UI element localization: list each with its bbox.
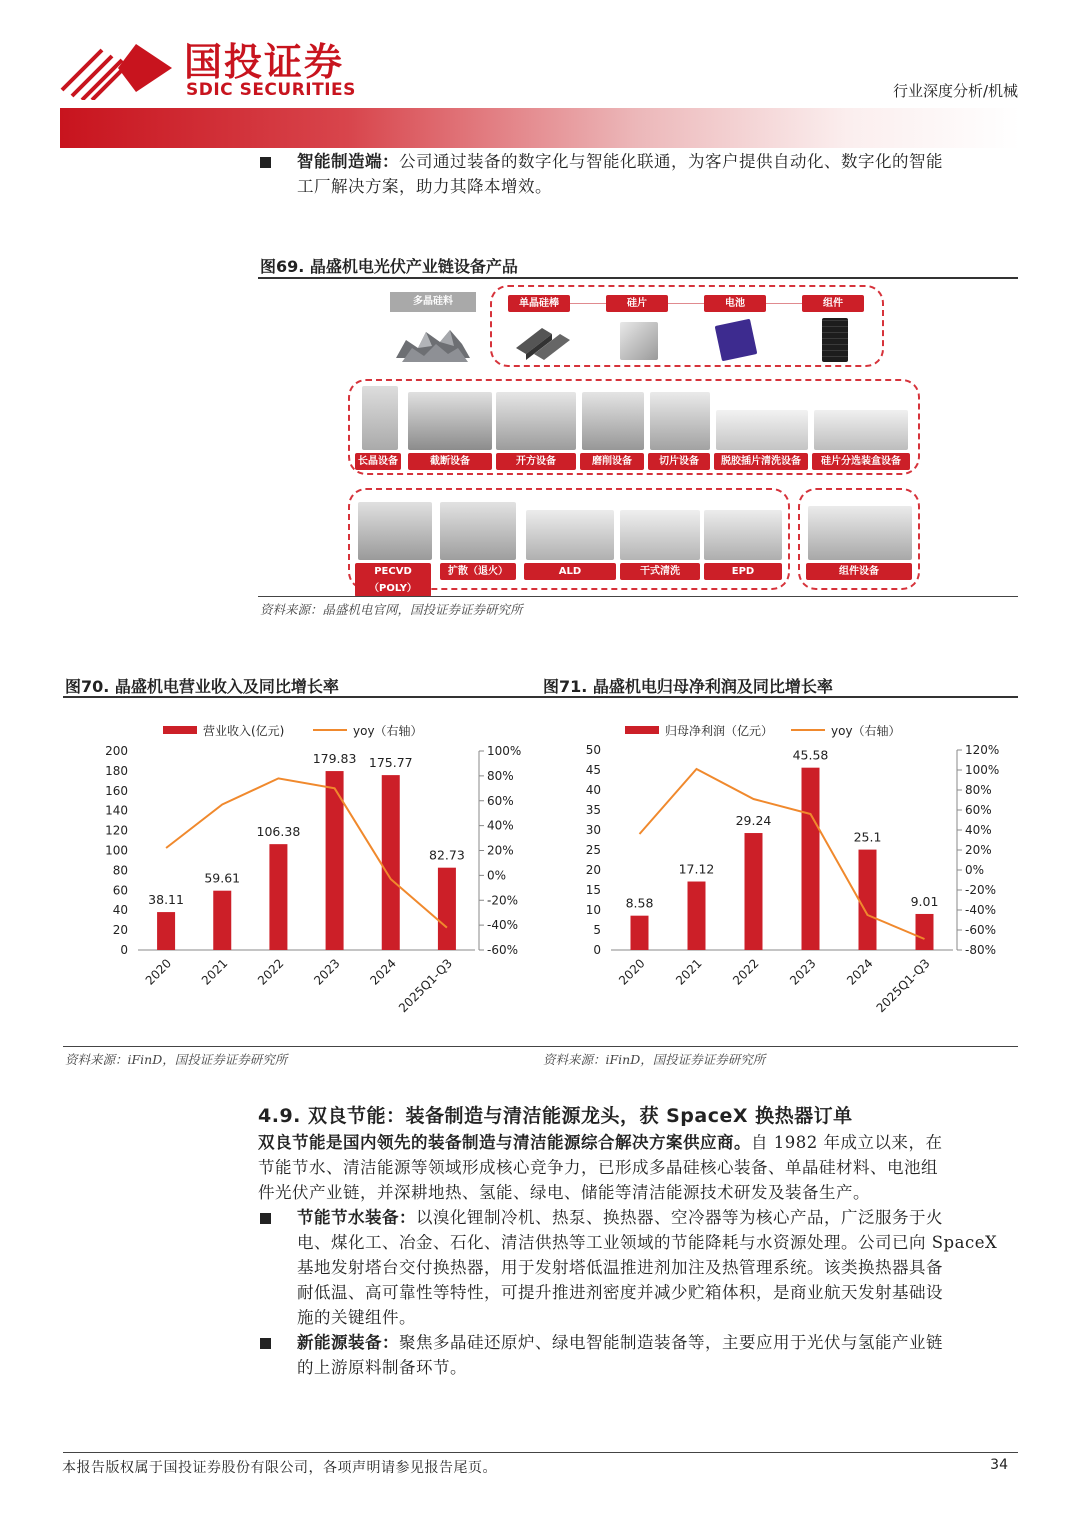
silicon-rod-image bbox=[512, 318, 572, 362]
bar bbox=[745, 833, 763, 950]
chain-step-wafer: 硅片 bbox=[606, 295, 668, 312]
page-number: 34 bbox=[990, 1457, 1008, 1473]
fig71-source: 资料来源：iFinD，国投证券证券研究所 bbox=[543, 1052, 766, 1067]
row3-label-1: 扩散（退火） bbox=[440, 563, 516, 580]
x-tick-label: 2021 bbox=[198, 956, 231, 988]
legend-bar-label: 归母净利润（亿元） bbox=[665, 724, 774, 738]
y-left-tick-label: 0 bbox=[120, 943, 128, 957]
polysilicon-image bbox=[392, 318, 474, 364]
bar-data-label: 59.61 bbox=[204, 870, 241, 886]
machine-grinding bbox=[582, 392, 644, 450]
bullet1-line4: 耐低温、高可靠性等特性，可提升推进剂密度并减少贮箱体积，是商业航天发射基础设 bbox=[297, 1283, 943, 1302]
machine-cleaning bbox=[716, 410, 808, 450]
bullet1-text: 以溴化锂制冷机、热泵、换热器、空冷器等为核心产品，广泛服务于火 bbox=[416, 1208, 943, 1227]
bar bbox=[269, 844, 287, 950]
bullet1-label: 节能节水装备： bbox=[297, 1208, 416, 1227]
section-lead-line2: 节能节水、清洁能源等领域形成核心竞争力，已形成多晶硅核心装备、单晶硅材料、电池组 bbox=[258, 1158, 938, 1177]
y-left-tick-label: 60 bbox=[112, 883, 128, 898]
row2-label-0: 长晶设备 bbox=[355, 453, 401, 470]
x-tick-label: 2020 bbox=[142, 956, 175, 988]
bar-data-label: 82.73 bbox=[429, 847, 465, 863]
y-left-tick-label: 45 bbox=[585, 763, 601, 777]
intro-bullet-label: 智能制造端： bbox=[297, 152, 399, 171]
fig70-chart bbox=[63, 706, 533, 1040]
machine-squaring bbox=[496, 392, 576, 450]
y-left-tick-label: 140 bbox=[105, 803, 128, 818]
y-right-tick-label: -40% bbox=[487, 918, 519, 933]
y-right-tick-label: 80% bbox=[965, 783, 992, 797]
module-image bbox=[822, 318, 848, 362]
bar bbox=[157, 912, 175, 950]
y-right-tick-label: 40% bbox=[965, 823, 992, 837]
bar bbox=[438, 868, 456, 950]
bar-data-label: 38.11 bbox=[148, 892, 184, 908]
y-left-tick-label: 200 bbox=[105, 744, 128, 758]
y-right-tick-label: 60% bbox=[965, 803, 992, 817]
x-tick-label: 2025Q1-Q3 bbox=[396, 956, 456, 1016]
fig69-bottom-rule bbox=[258, 596, 1018, 597]
y-left-tick-label: 120 bbox=[105, 823, 128, 838]
machine-crystal-grower bbox=[362, 386, 398, 450]
fig69-source: 资料来源：晶盛机电官网，国投证券证券研究所 bbox=[260, 602, 523, 617]
y-right-tick-label: 20% bbox=[487, 843, 514, 858]
y-right-tick-label: 0% bbox=[965, 863, 985, 877]
bullet1-line1 bbox=[297, 1205, 1022, 1230]
yoy-line bbox=[640, 769, 925, 939]
y-left-tick-label: 15 bbox=[585, 883, 601, 897]
y-right-tick-label: -20% bbox=[965, 883, 997, 897]
row2-label-2: 开方设备 bbox=[496, 453, 576, 470]
bar bbox=[802, 768, 820, 950]
fig70-source: 资料来源：iFinD，国投证券证券研究所 bbox=[65, 1052, 288, 1067]
bullet2-text: 聚焦多晶硅还原炉、绿电智能制造装备等，主要应用于光伏与氢能产业链 bbox=[399, 1333, 943, 1352]
y-left-tick-label: 30 bbox=[585, 823, 601, 837]
bar-data-label: 175.77 bbox=[368, 755, 413, 771]
footer-copyright: 本报告版权属于国投证券股份有限公司，各项声明请参见报告尾页。 bbox=[62, 1460, 497, 1476]
legend-bar-label: 营业收入(亿元) bbox=[203, 724, 285, 738]
fig71-title: 图71. 晶盛机电归母净利润及同比增长率 bbox=[543, 677, 833, 696]
chain-step-cell: 电池 bbox=[704, 295, 766, 312]
machine-ald bbox=[526, 510, 614, 560]
legend-line-label: yoy（右轴） bbox=[353, 724, 423, 738]
row2-label-6: 硅片分选装盒设备 bbox=[812, 453, 910, 470]
y-left-tick-label: 25 bbox=[585, 843, 601, 857]
x-tick-label: 2024 bbox=[844, 956, 876, 988]
machine-dry-clean bbox=[620, 510, 700, 560]
charts-top-rule bbox=[63, 696, 1018, 698]
bullet1-line2: 电、煤化工、冶金、石化、清洁供热等工业领域的节能降耗与水资源处理。公司已向 SpaceX bbox=[297, 1233, 998, 1252]
bar-data-label: 106.38 bbox=[256, 824, 301, 840]
row3-label-0: PECVD（POLY） bbox=[355, 563, 431, 597]
bullet1-line5: 施的关键组件。 bbox=[297, 1308, 416, 1327]
header-banner bbox=[60, 108, 1020, 148]
y-left-tick-label: 35 bbox=[585, 803, 601, 817]
y-right-tick-label: 100% bbox=[487, 744, 522, 758]
cell-image bbox=[715, 319, 758, 362]
section-lead-line1 bbox=[258, 1130, 1020, 1155]
footer-rule bbox=[63, 1452, 1018, 1453]
bullet-marker bbox=[260, 1213, 271, 1224]
x-tick-label: 2022 bbox=[730, 956, 762, 988]
row3-label-4: EPD bbox=[704, 563, 782, 580]
bar bbox=[916, 914, 934, 950]
legend-bar-swatch bbox=[163, 726, 197, 734]
bullet1-line3: 基地发射塔台交付换热器，用于发射塔低温推进剂加注及热管理系统。该类换热器具备 bbox=[297, 1258, 943, 1277]
machine-slicing bbox=[650, 392, 710, 450]
chain-raw-tag: 多晶硅料 bbox=[390, 292, 476, 312]
y-left-tick-label: 20 bbox=[112, 923, 128, 938]
bullet2-line2: 的上游原料制备环节。 bbox=[297, 1358, 467, 1377]
legend-line-label: yoy（右轴） bbox=[831, 724, 901, 738]
row3b-label-0: 组件设备 bbox=[806, 563, 912, 580]
y-right-tick-label: 0% bbox=[487, 868, 507, 883]
y-left-tick-label: 0 bbox=[593, 943, 601, 957]
logo-mark-icon bbox=[60, 38, 178, 100]
machine-pecvd bbox=[358, 502, 432, 560]
chain-step-rod: 单晶硅棒 bbox=[508, 295, 570, 312]
y-left-tick-label: 50 bbox=[585, 743, 601, 757]
section-lead-bold: 双良节能是国内领先的装备制造与清洁能源综合解决方案供应商。 bbox=[258, 1133, 751, 1152]
bar-data-label: 17.12 bbox=[678, 861, 715, 877]
wafer-image bbox=[620, 322, 658, 360]
bullet-marker bbox=[260, 1338, 271, 1349]
bar bbox=[631, 916, 649, 950]
row3-label-2: ALD bbox=[524, 563, 616, 580]
y-right-tick-label: -60% bbox=[965, 923, 997, 937]
bullet2-label: 新能源装备： bbox=[297, 1333, 399, 1352]
y-left-tick-label: 160 bbox=[105, 783, 128, 798]
x-tick-label: 2023 bbox=[787, 956, 819, 988]
row2-label-5: 脱胶插片清洗设备 bbox=[714, 453, 808, 470]
charts-bottom-rule bbox=[63, 1046, 1018, 1047]
yoy-line bbox=[166, 778, 447, 927]
machine-sorting bbox=[814, 410, 908, 450]
y-left-tick-label: 10 bbox=[585, 903, 601, 917]
row3-label-3: 干式清洗 bbox=[620, 563, 700, 580]
y-left-tick-label: 40 bbox=[112, 903, 128, 918]
x-tick-label: 2020 bbox=[616, 956, 648, 988]
x-tick-label: 2025Q1-Q3 bbox=[873, 956, 933, 1016]
fig70-title: 图70. 晶盛机电营业收入及同比增长率 bbox=[65, 677, 339, 696]
y-right-tick-label: 120% bbox=[965, 743, 1000, 757]
section-title: 4.9. 双良节能：装备制造与清洁能源龙头，获 SpaceX 换热器订单 bbox=[258, 1105, 853, 1127]
y-left-tick-label: 180 bbox=[105, 763, 128, 778]
y-left-tick-label: 40 bbox=[585, 783, 601, 797]
y-left-tick-label: 20 bbox=[585, 863, 601, 877]
chain-connector bbox=[566, 303, 816, 304]
y-right-tick-label: -60% bbox=[487, 943, 519, 957]
chain-step-module: 组件 bbox=[802, 295, 864, 312]
bar-data-label: 9.01 bbox=[910, 893, 939, 909]
y-right-tick-label: -40% bbox=[965, 903, 997, 917]
y-left-tick-label: 80 bbox=[112, 863, 128, 878]
bar bbox=[213, 891, 231, 950]
row2-label-1: 截断设备 bbox=[408, 453, 492, 470]
x-tick-label: 2022 bbox=[255, 956, 287, 988]
y-right-tick-label: 60% bbox=[487, 793, 514, 808]
intro-bullet-line2: 工厂解决方案，助力其降本增效。 bbox=[297, 177, 552, 196]
bullet-marker bbox=[260, 157, 271, 168]
machine-module bbox=[808, 506, 912, 560]
row2-label-4: 切片设备 bbox=[648, 453, 710, 470]
section-lead-line3: 件光伏产业链，并深耕地热、氢能、绿电、储能等清洁能源技术研发及装备生产。 bbox=[258, 1183, 870, 1202]
legend-bar-swatch bbox=[625, 726, 659, 734]
y-right-tick-label: 40% bbox=[487, 818, 514, 833]
bar bbox=[859, 850, 877, 950]
y-left-tick-label: 100 bbox=[105, 843, 128, 858]
machine-cutting bbox=[408, 392, 492, 450]
fig69-title: 图69. 晶盛机电光伏产业链设备产品 bbox=[260, 257, 518, 276]
logo-text-cn: 国投证券 bbox=[184, 40, 345, 84]
intro-bullet-text: 公司通过装备的数字化与智能化联通，为客户提供自动化、数字化的智能 bbox=[399, 152, 943, 171]
report-category: 行业深度分析/机械 bbox=[892, 82, 1018, 100]
bar-data-label: 45.58 bbox=[792, 747, 829, 763]
bar bbox=[382, 775, 400, 950]
bullet2-line1 bbox=[297, 1330, 1022, 1355]
intro-bullet-line1 bbox=[297, 149, 1022, 174]
fig71-chart bbox=[541, 706, 1018, 1040]
section-lead-rest: 自 1982 年成立以来，在 bbox=[751, 1133, 943, 1152]
fig69-top-rule bbox=[258, 277, 1018, 279]
bar-data-label: 179.83 bbox=[312, 751, 357, 767]
y-right-tick-label: 80% bbox=[487, 768, 514, 783]
bar bbox=[688, 882, 706, 950]
bar-data-label: 25.1 bbox=[853, 829, 882, 845]
row2-label-3: 磨削设备 bbox=[580, 453, 644, 470]
y-right-tick-label: -80% bbox=[965, 943, 997, 957]
bar-data-label: 29.24 bbox=[735, 813, 772, 829]
y-right-tick-label: 20% bbox=[965, 843, 992, 857]
x-tick-label: 2023 bbox=[311, 956, 343, 988]
x-tick-label: 2021 bbox=[673, 956, 705, 988]
y-left-tick-label: 5 bbox=[593, 923, 601, 937]
bar-data-label: 8.58 bbox=[625, 895, 654, 911]
x-tick-label: 2024 bbox=[367, 956, 399, 988]
machine-diffusion bbox=[440, 502, 516, 560]
machine-epd bbox=[704, 510, 782, 560]
y-right-tick-label: 100% bbox=[965, 763, 1000, 777]
y-right-tick-label: -20% bbox=[487, 893, 519, 908]
logo-text-en: SDIC SECURITIES bbox=[186, 80, 356, 100]
